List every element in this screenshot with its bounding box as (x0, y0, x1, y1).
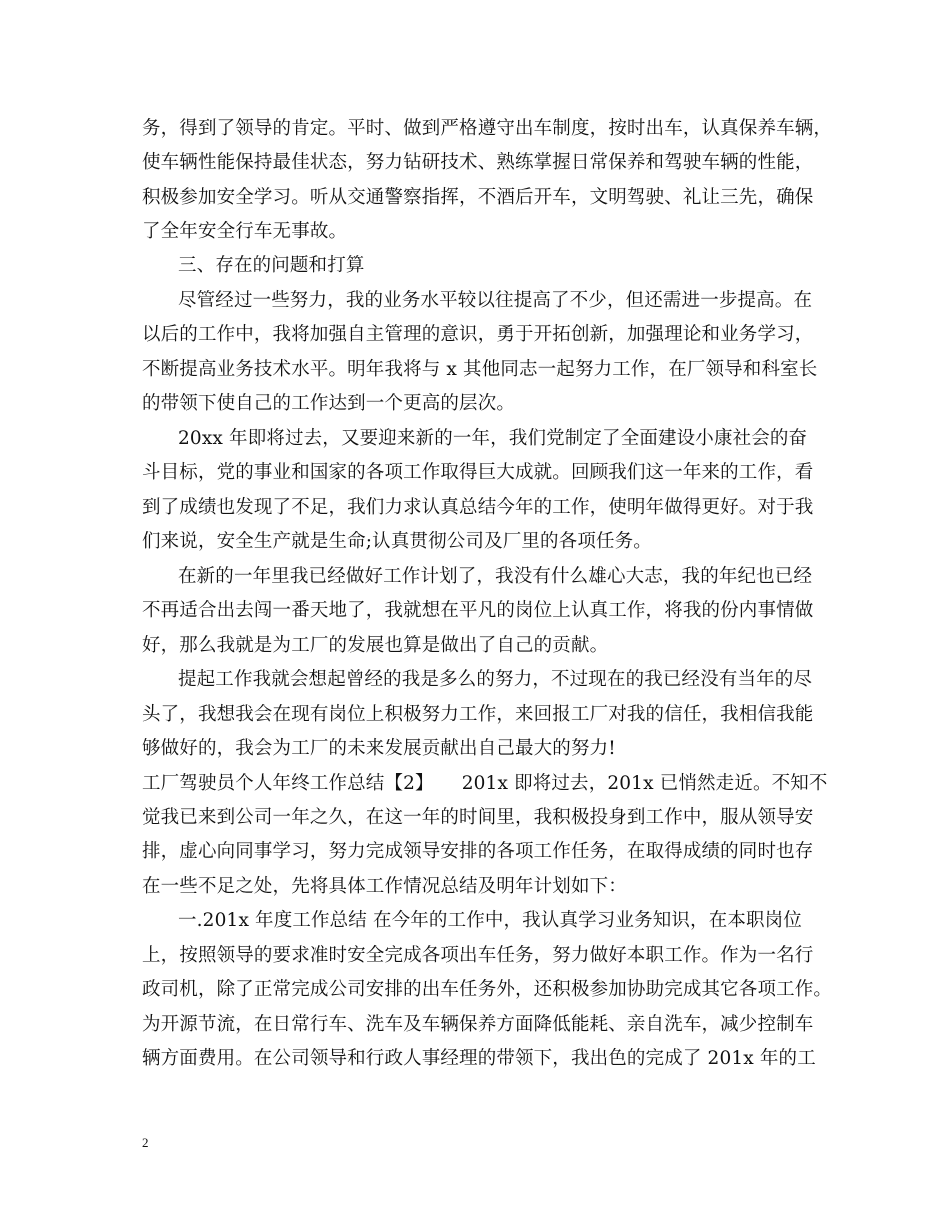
text-line: 尽管经过一些努力，我的业务水平较以往提高了不少，但还需进一步提高。在 (178, 290, 813, 311)
text-line: 的带领下使自己的工作达到一个更高的层次。 (142, 393, 516, 414)
text-line: 一.201x 年度工作总结 在今年的工作中，我认真学习业务知识，在本职岗位 (178, 910, 802, 931)
title-line: 工厂驾驶员个人年终工作总结【2】 201x 即将过去，201x 已悄然走近。不知不 (142, 773, 828, 794)
text-line: 辆方面费用。在公司领导和行政人事经理的带领下，我出色的完成了 201x 年的工 (142, 1048, 816, 1069)
section-heading: 三、存在的问题和打算 (178, 255, 365, 276)
text-line: 政司机，除了正常完成公司安排的出车任务外，还积极参加协助完成其它各项工作。 (142, 979, 833, 1000)
text-line: 以后的工作中，我将加强自主管理的意识，勇于开拓创新，加强理论和业务学习， (142, 324, 814, 345)
text-line: 到了成绩也发现了不足，我们力求认真总结今年的工作，使明年做得更好。对于我 (142, 497, 814, 518)
text-line: 不断提高业务技术水平。明年我将与 x 其他同志一起努力工作，在厂领导和科室长 (142, 359, 818, 380)
text-line: 了全年安全行车无事故。 (142, 221, 348, 242)
text-line: 够做好的，我会为工厂的未来发展贡献出自己最大的努力! (142, 738, 616, 759)
page-number: 2 (142, 1135, 149, 1150)
text-line: 上，按照领导的要求准时安全完成各项出车任务，努力做好本职工作。作为一名行 (142, 945, 814, 966)
text-line: 积极参加安全学习。听从交通警察指挥，不酒后开车，文明驾驶、礼让三先，确保 (142, 187, 814, 208)
text-line: 们来说，安全生产就是生命;认真贯彻公司及厂里的各项任务。 (142, 531, 652, 552)
text-line: 觉我已来到公司一年之久，在这一年的时间里，我积极投身到工作中，服从领导安 (142, 807, 814, 828)
text-line: 不再适合出去闯一番天地了，我就想在平凡的岗位上认真工作，将我的份内事情做 (142, 600, 814, 621)
text-line: 头了，我想我会在现有岗位上积极努力工作，来回报工厂对我的信任，我相信我能 (142, 704, 814, 725)
text-line: 在新的一年里我已经做好工作计划了，我没有什么雄心大志，我的年纪也已经 (178, 566, 813, 587)
text-line: 在一些不足之处，先将具体工作情况总结及明年计划如下： (142, 876, 627, 897)
text-line: 使车辆性能保持最佳状态，努力钻研技术、熟练掌握日常保养和驾驶车辆的性能， (142, 152, 814, 173)
text-line: 务，得到了领导的肯定。平时、做到严格遵守出车制度，按时出车，认真保养车辆， (142, 118, 833, 139)
text-line: 提起工作我就会想起曾经的我是多么的努力，不过现在的我已经没有当年的尽 (178, 669, 813, 690)
text-line: 为开源节流，在日常行车、洗车及车辆保养方面降低能耗、亲自洗车，减少控制车 (142, 1014, 814, 1035)
text-line: 20xx 年即将过去，又要迎来新的一年，我们党制定了全面建设小康社会的奋 (178, 428, 808, 449)
text-line: 斗目标，党的事业和国家的各项工作取得巨大成就。回顾我们这一年来的工作，看 (142, 462, 814, 483)
text-line: 好，那么我就是为工厂的发展也算是做出了自己的贡献。 (142, 635, 609, 656)
text-line: 排，虚心向同事学习，努力完成领导安排的各项工作任务，在取得成绩的同时也存 (142, 841, 814, 862)
